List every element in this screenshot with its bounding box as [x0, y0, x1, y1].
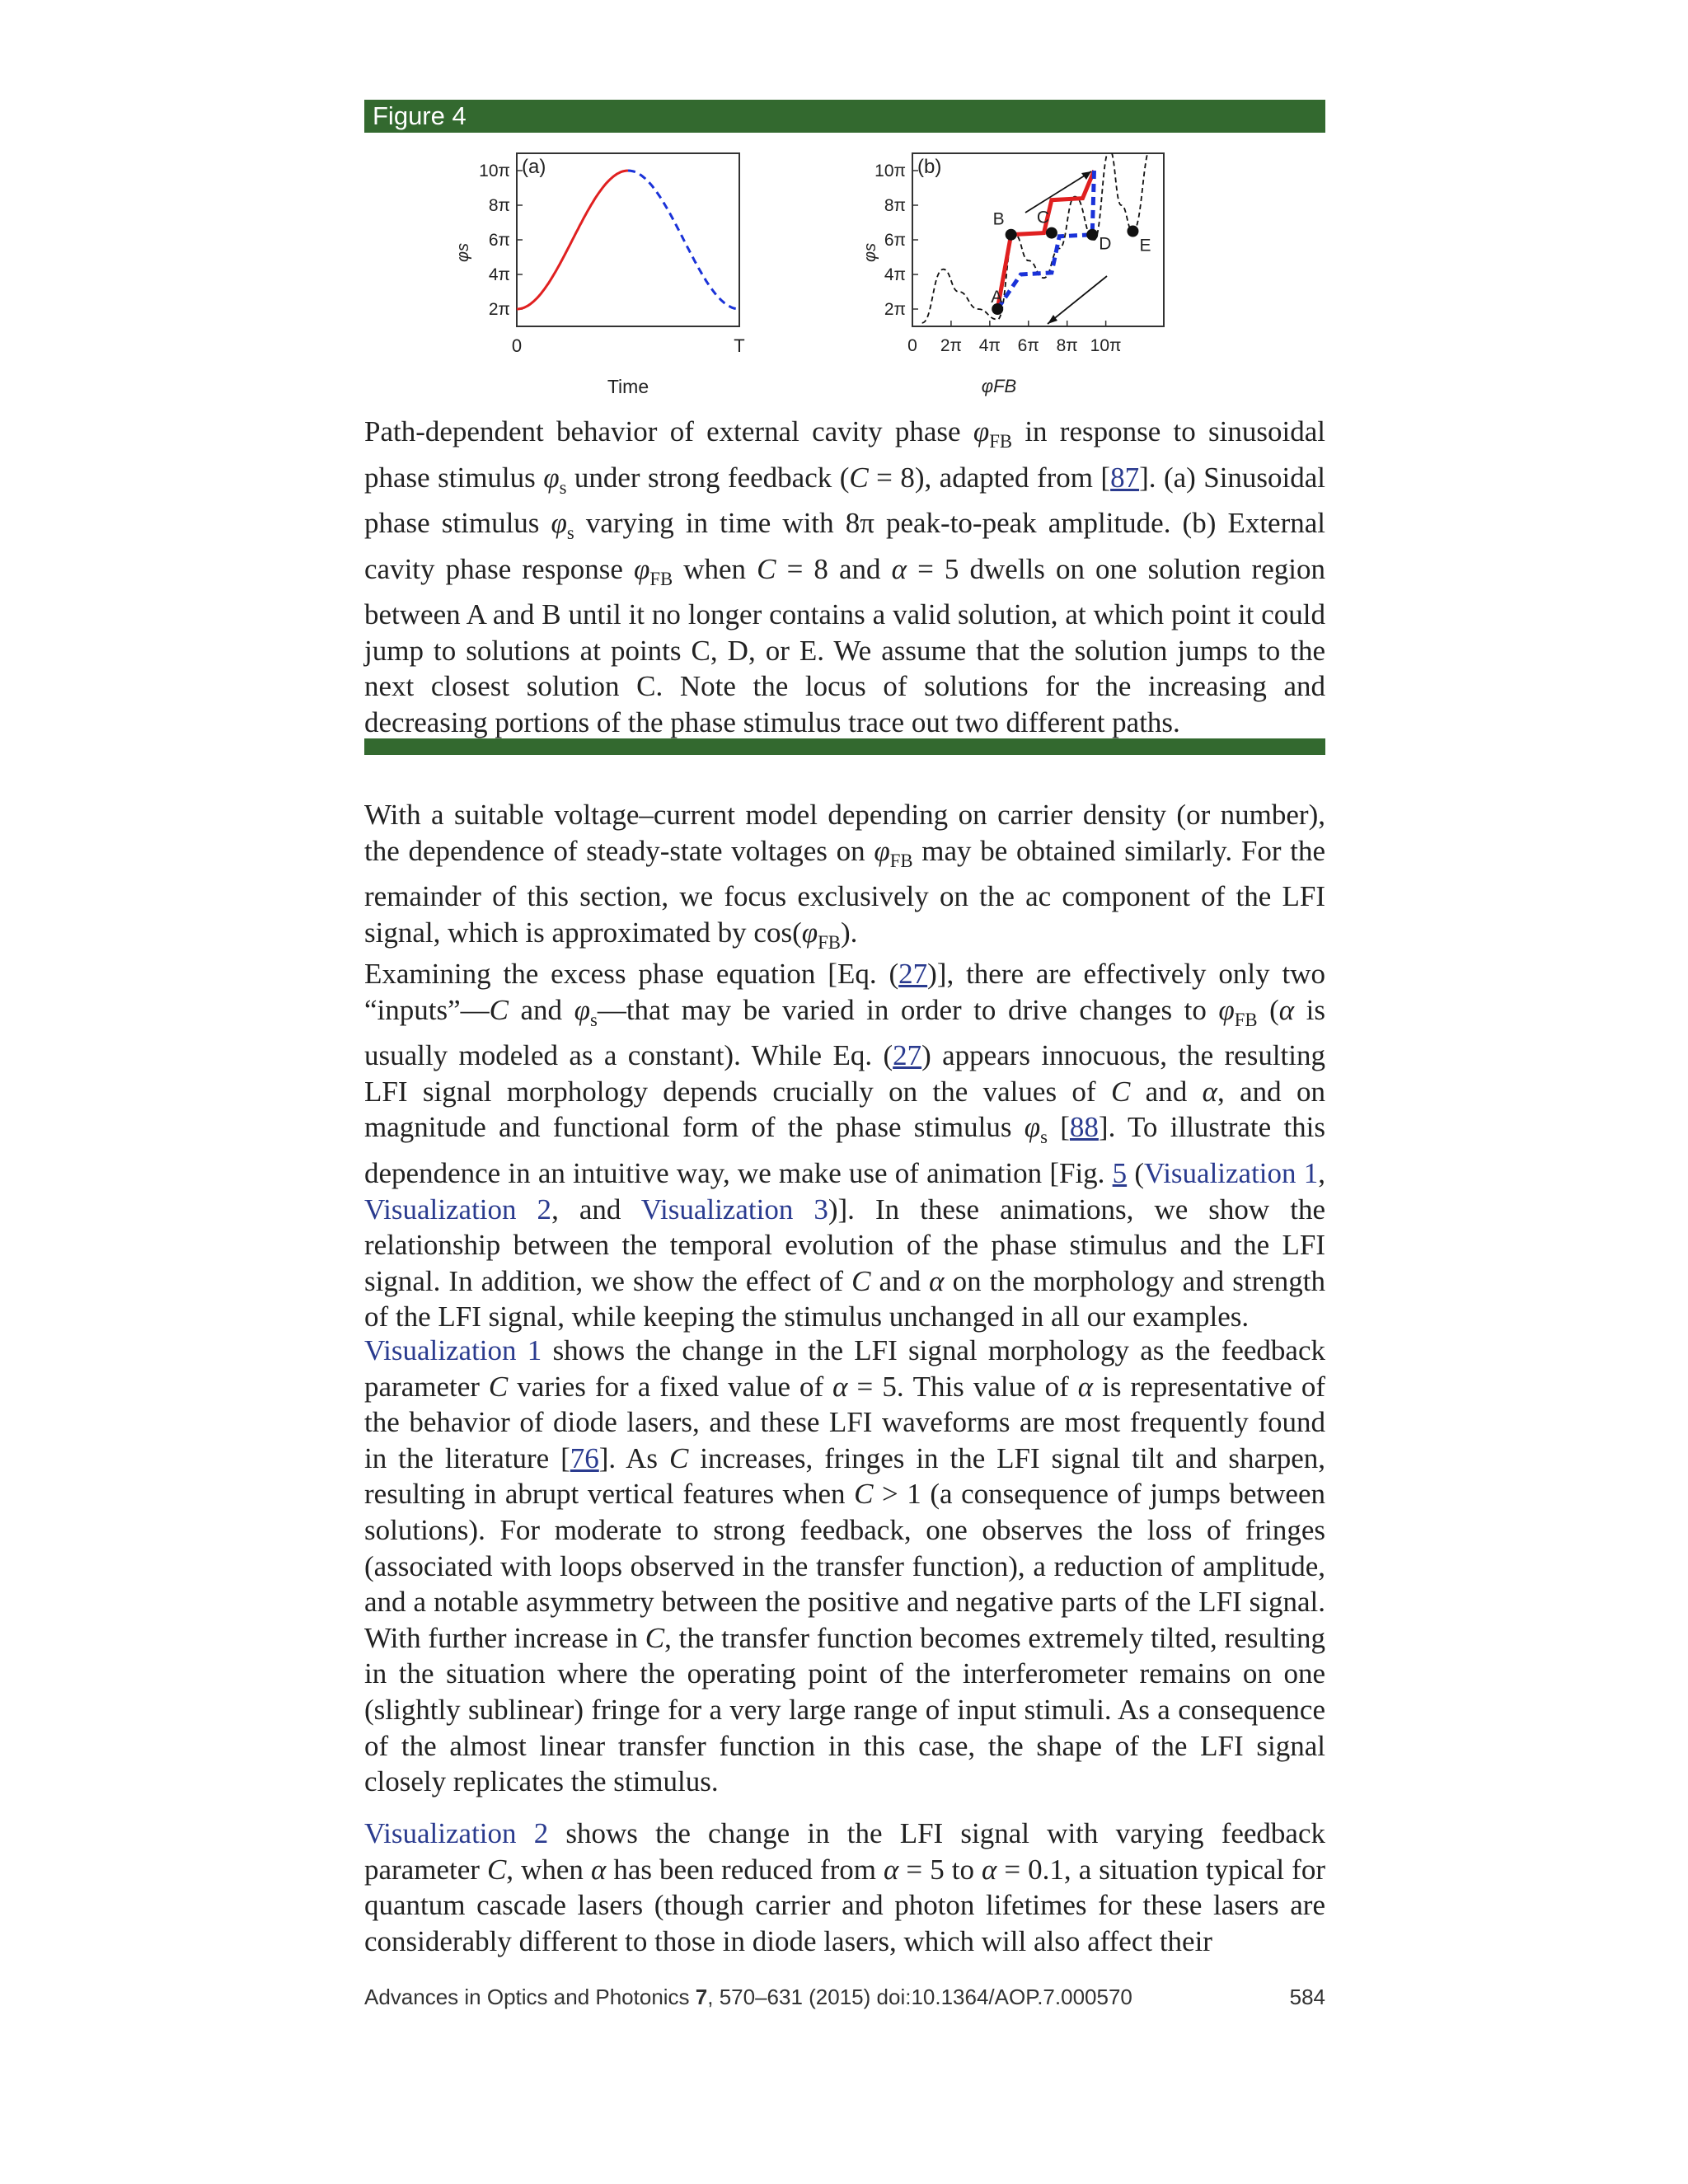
panel-a-axes-box	[517, 153, 739, 326]
panel-a-ytick-label: 4π	[488, 265, 510, 284]
figure-header-bar	[364, 100, 1325, 133]
panel-b-ytick-label: 10π	[874, 162, 906, 180]
panel-b-point-label-D: D	[1099, 234, 1112, 254]
panel-b-ytick-label: 8π	[884, 196, 906, 215]
panel-b-xtick-label: 10π	[1090, 336, 1122, 355]
panel-b-xtick-label: 8π	[1056, 336, 1078, 355]
page-footer	[364, 1985, 1325, 2010]
panel-b-xtick-label: 0	[907, 336, 917, 355]
panel-b-ytick-label: 2π	[884, 300, 906, 319]
panel-a-ylabel: φs	[454, 242, 472, 262]
panel-b-xtick-label: 2π	[940, 336, 963, 355]
panel-a-ytick-label: 10π	[479, 162, 510, 180]
visualization-3-link[interactable]: Visualization 3	[640, 1193, 828, 1226]
eq-27-link-2[interactable]: 27	[893, 1039, 922, 1072]
panel-a-decreasing-curve	[628, 171, 739, 309]
panel-b-point-label-E: E	[1139, 236, 1151, 255]
panel-b-ylabel: φs	[861, 242, 879, 262]
panel-b-point-label-B: B	[992, 209, 1005, 229]
panel-b-ytick-label: 4π	[884, 265, 906, 284]
panel-a-ytick-label: 6π	[488, 231, 510, 250]
ref-88-link[interactable]: 88	[1069, 1111, 1099, 1144]
page-number: 584	[1289, 1985, 1325, 2009]
figure-footer-bar	[364, 738, 1325, 755]
panel-b-label: (b)	[917, 156, 942, 178]
journal-citation: , 570–631 (2015) doi:10.1364/AOP.7.000570	[707, 1985, 1132, 2009]
panel-b-ytick-label: 6π	[884, 231, 906, 250]
panel-a-label: (a)	[522, 156, 546, 178]
panel-b-point-E	[1127, 226, 1138, 237]
panel-a-plot	[438, 148, 752, 404]
panel-a-xtick-T: T	[734, 335, 745, 356]
panel-a-ytick-label: 2π	[488, 300, 510, 319]
visualization-1-link[interactable]: Visualization 1	[1144, 1156, 1319, 1189]
paragraph-3: Visualization 1 shows the change in the LFI signal morphology as the feedback parameter C varies for a fixed value of α = 5. This value of α is representative of the behavior of diode lasers, and these LFI waveforms are most frequently found in the literature [76]. As C increases, fringes in the LFI signal tilt and sharpen, resulting in abrupt vertical features when C > 1 (a consequence of jumps between solutions). For moderate to strong feedback, one observes the loss of fringes (associated with loops observed in the transfer function), a reduction of amplitude, and a notable asymmetry between the positive and negative parts of the LFI signal. With further increase in C, the transfer function becomes extremely tilted, resulting in the situation where the operating point of the interferometer remains on one (slightly sublinear) fringe for a very large range of input stimuli. As a consequence of the almost linear transfer function in this case, the shape of the LFI signal closely replicates the stimulus.	[364, 1334, 1326, 1798]
figure-label: Figure 4	[373, 101, 467, 130]
panel-b-xtick-label: 6π	[1017, 336, 1039, 355]
panel-b-xlabel: φFB	[981, 376, 1017, 396]
panel-a-increasing-curve	[517, 171, 628, 309]
panel-b-point-label-A: A	[991, 288, 1003, 307]
panel-b-point-D	[1086, 229, 1098, 241]
paragraph-2: Examining the excess phase equation [Eq. (27)], there are effectively only two “inputs”—C and $\varphi_s—that$ may be varied in order to drive changes to $\varphi_{FB}$ (α is usually modeled as a constant). While Eq. (27) appears innocuous, the resulting LFI signal morphology depends crucially on the values of C and α, and on magnitude and functional form of the phase stimulus $\varphi_s$ [88]. To illustrate this dependence in an intuitive way, we make use of animation [Fig. 5 (Visualization 1, Visualization 2, and Visualization 3)]. In these animations, we show the relationship between the temporal evolution of the phase stimulus and the LFI signal. In addition, we show the effect of C and α on the morphology and strength of the LFI signal, while keeping the stimulus unchanged in all our examples.	[364, 958, 1326, 1333]
panel-b-point-label-C: C	[1036, 208, 1050, 227]
panel-a-xlabel: Time	[607, 376, 649, 397]
panel-b-plot	[842, 148, 1189, 404]
paragraph-1: With a suitable voltage–current model depending on carrier density (or number), the dependence of steady-state voltages on $\varphi_{FB}$ may be obtained similarly. For the remainder of this section, we focus exclusively on the ac component of the LFI signal, which is approximated by $\cos(\varphi_{FB})$.	[364, 799, 1325, 953]
panel-b-xtick-label: 4π	[978, 336, 1001, 355]
visualization-2-link-2[interactable]: Visualization 2	[364, 1817, 549, 1849]
visualization-1-link-2[interactable]: Visualization 1	[364, 1334, 542, 1366]
journal-name: Advances in Optics and Photonics	[364, 1985, 696, 2009]
paragraph-4: Visualization 2 shows the change in the LFI signal with varying feedback parameter C, when α has been reduced from α = 5 to α = 0.1, a situation typical for quantum cascade lasers (though carrier and photon lifetimes for these lasers are considerably different to those in diode lasers, which will also affect their	[364, 1817, 1325, 1957]
ref-76-link[interactable]: 76	[570, 1441, 599, 1474]
panel-b-axes-box	[912, 153, 1164, 326]
panel-a-xtick-0: 0	[511, 335, 523, 356]
fig-5-link[interactable]: 5	[1112, 1156, 1128, 1189]
eq-27-link[interactable]: 27	[898, 958, 928, 990]
journal-volume: 7	[695, 1985, 708, 2009]
arrow-up-right	[1025, 171, 1091, 213]
panel-b-point-C	[1046, 227, 1057, 239]
arrow-down-left	[1048, 276, 1107, 324]
panel-b-point-B	[1006, 229, 1017, 241]
panel-a-ytick-label: 8π	[488, 196, 510, 215]
ref-87-link[interactable]: 87	[1110, 461, 1140, 494]
visualization-2-link[interactable]: Visualization 2	[364, 1193, 552, 1226]
figure-caption: Path-dependent behavior of external cavity phase $\varphi_{FB}$ in response to sinusoidal phase stimulus $\varphi_s$ under strong feedback (C = 8), adapted from [87]. (a) Sinusoidal phase stimulus $\varphi_s$ varying in time with 8π peak-to-peak amplitude. (b) External cavity phase response $\varphi_{FB}$ when C = 8 and α = 5 dwells on one solution region between A and B until it no longer contains a valid solution, at which point it could jump to solutions at points C, D, or E. We assume that the solution jumps to the next closest solution C. Note the locus of solutions for the increasing and decreasing portions of the phase stimulus trace out two different paths.	[364, 415, 1326, 738]
